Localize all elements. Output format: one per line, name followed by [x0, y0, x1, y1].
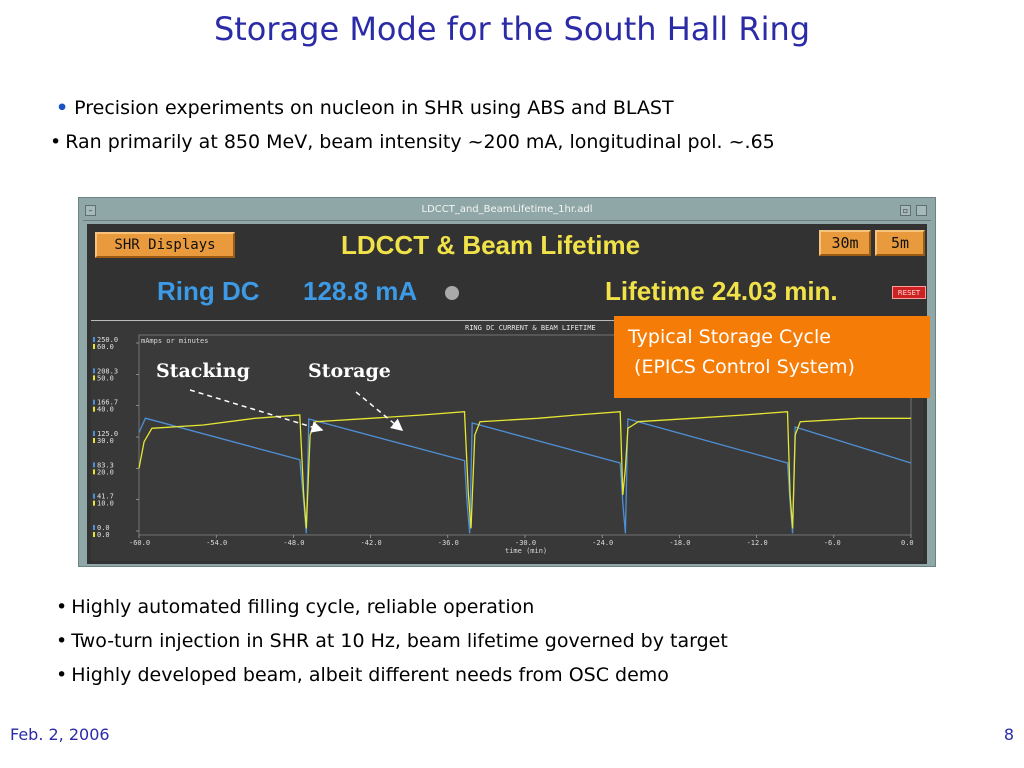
bullet-item [56, 590, 728, 624]
bullet-item [56, 624, 728, 658]
slide-title: Storage Mode for the South Hall Ring [213, 10, 811, 48]
bullet-text: Two-turn injection in SHR at 10 Hz, beam lifetime governed by target [71, 630, 728, 652]
bullet-text: Ran primarily at 850 MeV, beam intensity ~200 mA, longitudinal pol. ~.65 [65, 131, 775, 153]
range-5m-button[interactable]: 5m [875, 230, 925, 256]
x-tick-label: -30.0 [515, 539, 537, 547]
y-tick-color-blue [93, 337, 95, 342]
x-tick-label: -24.0 [592, 539, 614, 547]
y-tick-color-blue [93, 462, 95, 467]
window-title: LDCCT_and_BeamLifetime_1hr.adl [421, 204, 593, 215]
page-number: 8 [1003, 725, 1014, 744]
top-bullet-list [50, 91, 775, 159]
y-tick-label-blue: 250.0 [97, 336, 119, 344]
bullet-dot: • [56, 596, 68, 618]
ring-dc-value: 128.8 mA [303, 276, 418, 306]
x-tick-label: -18.0 [669, 539, 691, 547]
footer-date: Feb. 2, 2006 [10, 725, 110, 744]
y-tick-color-yellow [93, 375, 95, 380]
bullet-item [56, 658, 728, 692]
bullet-text: Highly developed beam, albeit different needs from OSC demo [71, 664, 669, 686]
bullet-text: Precision experiments on nucleon in SHR using ABS and BLAST [74, 97, 674, 119]
shr-displays-button[interactable]: SHR Displays [95, 232, 235, 258]
range-30m-button[interactable]: 30m [819, 230, 871, 256]
callout-line-1: Typical Storage Cycle [628, 326, 831, 348]
y-tick-color-yellow [93, 407, 95, 412]
y-tick-label-yellow: 60.0 [97, 343, 114, 351]
y-tick-label-yellow: 50.0 [97, 374, 114, 383]
minimize-button[interactable]: ▫ [900, 205, 911, 216]
x-tick-label: -6.0 [823, 539, 841, 547]
y-tick-label-blue: 41.7 [97, 492, 114, 501]
bullet-dot: • [56, 97, 69, 119]
callout-line-2: (EPICS Control System) [628, 356, 855, 378]
bullet-dot: • [50, 131, 62, 153]
x-tick-label: -36.0 [437, 539, 459, 547]
reset-button[interactable]: RESET [892, 286, 926, 299]
y-tick-label-blue: 83.3 [97, 461, 114, 470]
ring-dc-label: Ring DC [157, 276, 260, 306]
window-menu-button[interactable]: – [85, 205, 96, 216]
y-tick-color-yellow [93, 532, 95, 537]
y-tick-color-blue [93, 368, 95, 373]
y-tick-color-blue [93, 494, 95, 499]
y-tick-label-yellow: 40.0 [97, 405, 114, 414]
y-tick-label-blue: 208.3 [97, 367, 119, 376]
status-indicator-icon [445, 286, 459, 300]
bullet-text: Highly automated filling cycle, reliable operation [71, 596, 535, 618]
panel-heading: LDCCT & Beam Lifetime [341, 230, 641, 260]
x-tick-label: -48.0 [283, 539, 305, 547]
y-tick-color-blue [93, 431, 95, 436]
y-tick-label-yellow: 0.0 [97, 531, 110, 539]
bullet-item [56, 91, 775, 125]
chart-unit-label: mAmps or minutes [141, 337, 209, 345]
maximize-button[interactable] [916, 205, 927, 216]
y-tick-label-yellow: 20.0 [97, 468, 114, 477]
window-titlebar[interactable] [83, 202, 931, 221]
x-tick-label: -54.0 [206, 539, 228, 547]
y-tick-label-blue: 125.0 [97, 430, 119, 438]
bullet-item [50, 125, 775, 159]
y-tick-color-yellow [93, 438, 95, 443]
bottom-bullet-list [56, 590, 728, 692]
y-tick-label-yellow: 30.0 [97, 437, 114, 445]
y-tick-label-blue: 0.0 [97, 524, 110, 532]
y-tick-color-blue [93, 525, 95, 530]
y-tick-color-yellow [93, 501, 95, 506]
storage-label: Storage [308, 360, 391, 382]
lifetime-readout: Lifetime 24.03 min. [605, 276, 838, 306]
bullet-dot: • [56, 664, 68, 686]
callout-box [614, 316, 930, 398]
x-tick-label: -12.0 [746, 539, 768, 547]
y-tick-color-yellow [93, 344, 95, 349]
x-tick-label: 0.0 [901, 539, 914, 547]
x-axis-label: time (min) [505, 547, 548, 555]
y-tick-color-yellow [93, 469, 95, 474]
bullet-dot: • [56, 630, 68, 652]
y-tick-label-yellow: 10.0 [97, 499, 114, 508]
stacking-label: Stacking [156, 360, 250, 382]
x-tick-label: -60.0 [129, 539, 151, 547]
y-tick-color-blue [93, 400, 95, 405]
x-tick-label: -42.0 [360, 539, 382, 547]
y-tick-label-blue: 166.7 [97, 398, 119, 407]
chart-title: RING DC CURRENT & BEAM LIFETIME [465, 324, 596, 332]
